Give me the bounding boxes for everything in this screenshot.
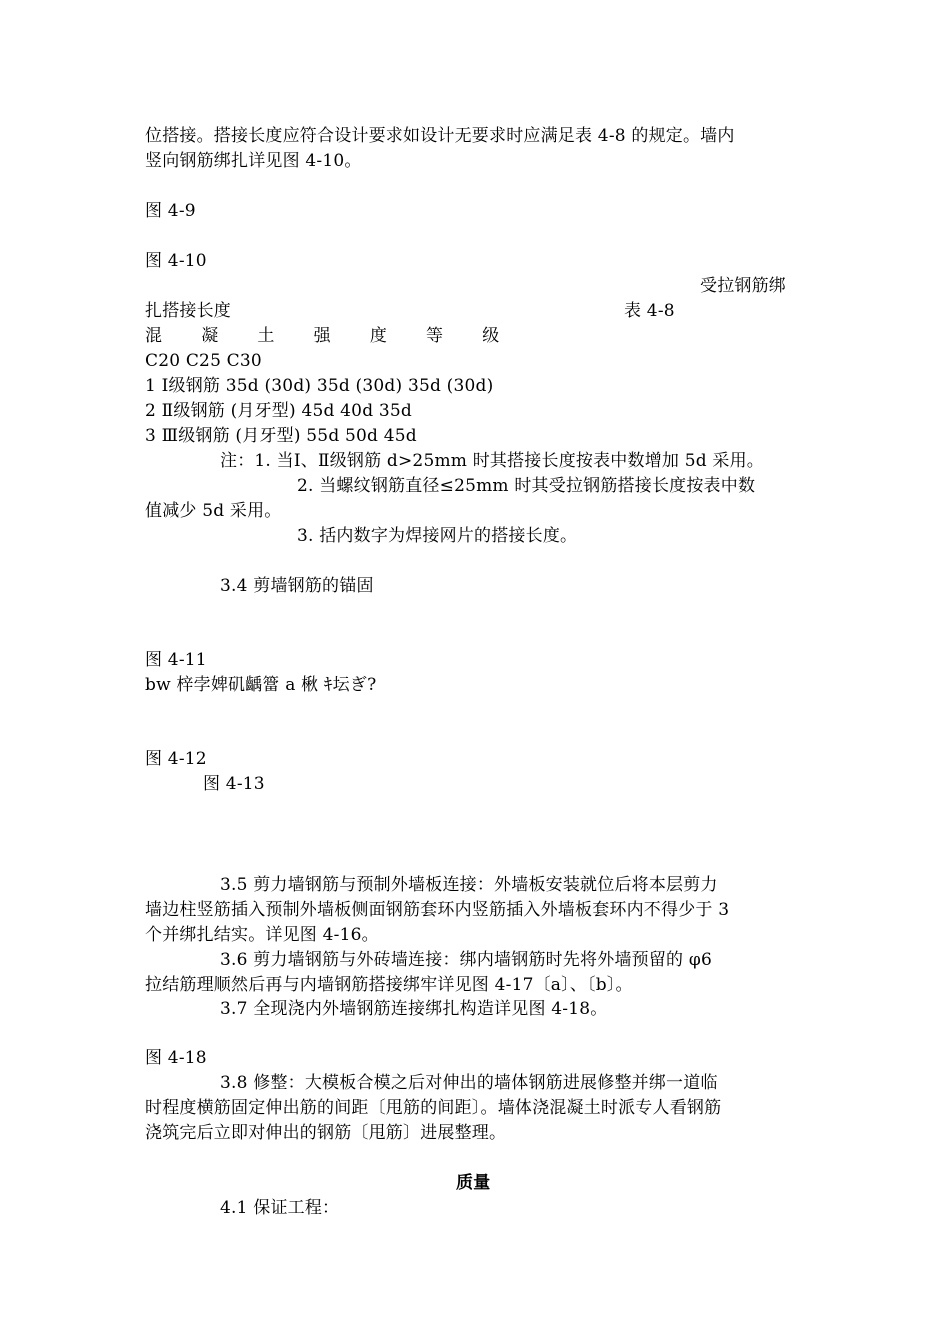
table-number: 表 4-8 <box>624 301 675 321</box>
figure-caption: 图 4-11 <box>145 650 207 670</box>
section-heading: 3.4 剪墙钢筋的锚固 <box>220 576 374 596</box>
table-row: C20 C25 C30 <box>145 351 262 371</box>
figure-caption: 图 4-10 <box>145 251 207 271</box>
table-header-row <box>145 324 538 349</box>
table-header-char: 度 <box>369 326 388 346</box>
figure-caption: 图 4-9 <box>145 201 196 221</box>
table-title-part: 受拉钢筋绑 <box>700 276 786 296</box>
paragraph-line: 3.5 剪力墙钢筋与预制外墙板连接：外墙板安装就位后将本层剪力 <box>220 875 718 895</box>
garbled-text-line: bw 梓孛婢矶齲簹 a 楸 ｷ坛ぎ? <box>145 675 377 695</box>
paragraph-line: 位搭接。搭接长度应符合设计要求如设计无要求时应满足表 4-8 的规定。墙内 <box>145 126 735 146</box>
paragraph-line: 3.8 修整：大模板合模之后对伸出的墙体钢筋进展修整并绑一道临 <box>220 1073 718 1093</box>
figure-caption: 图 4-18 <box>145 1048 207 1068</box>
table-header-char: 混 <box>145 326 163 346</box>
paragraph-line: 拉结筋理顺然后再与内墙钢筋搭接绑牢详见图 4-17〔a〕、〔b〕。 <box>145 975 633 995</box>
paragraph-line: 时程度横筋固定伸出筋的间距〔甩筋的间距〕。墙体浇混凝土时派专人看钢筋 <box>145 1098 722 1118</box>
table-header-char: 级 <box>482 326 500 346</box>
section-heading: 4.1 保证工程： <box>220 1198 340 1218</box>
note-line: 3. 括内数字为焊接网片的搭接长度。 <box>297 526 578 546</box>
note-line: 2. 当螺纹钢筋直径≤25mm 时其受拉钢筋搭接长度按表中数 <box>297 476 756 496</box>
table-row: 1 Ⅰ级钢筋 35d (30d) 35d (30d) 35d (30d) <box>145 376 494 396</box>
table-header-char: 强 <box>313 326 331 346</box>
figure-caption: 图 4-13 <box>203 774 265 794</box>
table-header-char: 等 <box>426 326 444 346</box>
paragraph-line: 竖向钢筋绑扎详见图 4-10。 <box>145 151 362 171</box>
figure-caption: 图 4-12 <box>145 749 207 769</box>
paragraph-line: 3.7 全现浇内外墙钢筋连接绑扎构造详见图 4-18。 <box>220 999 608 1019</box>
table-row: 3 Ⅲ级钢筋 (月牙型) 55d 50d 45d <box>145 426 417 446</box>
table-header-char: 土 <box>257 326 275 346</box>
section-title: 质量 <box>456 1173 491 1193</box>
table-row: 2 Ⅱ级钢筋 (月牙型) 45d 40d 35d <box>145 401 412 421</box>
table-header-char: 凝 <box>201 326 219 346</box>
paragraph-line: 浇筑完后立即对伸出的钢筋〔甩筋〕进展整理。 <box>145 1123 507 1143</box>
paragraph-line: 墙边柱竖筋插入预制外墙板侧面钢筋套环内竖筋插入外墙板套环内不得少于 3 <box>145 900 730 920</box>
table-title-part: 扎搭接长度 <box>145 301 231 321</box>
note-line: 值减少 5d 采用。 <box>145 501 282 521</box>
paragraph-line: 个并绑扎结实。详见图 4-16。 <box>145 925 379 945</box>
paragraph-line: 3.6 剪力墙钢筋与外砖墙连接：绑内墙钢筋时先将外墙预留的 φ6 <box>220 950 712 970</box>
note-line: 注：1. 当Ⅰ、Ⅱ级钢筋 d>25mm 时其搭接长度按表中数增加 5d 采用。 <box>220 451 765 471</box>
